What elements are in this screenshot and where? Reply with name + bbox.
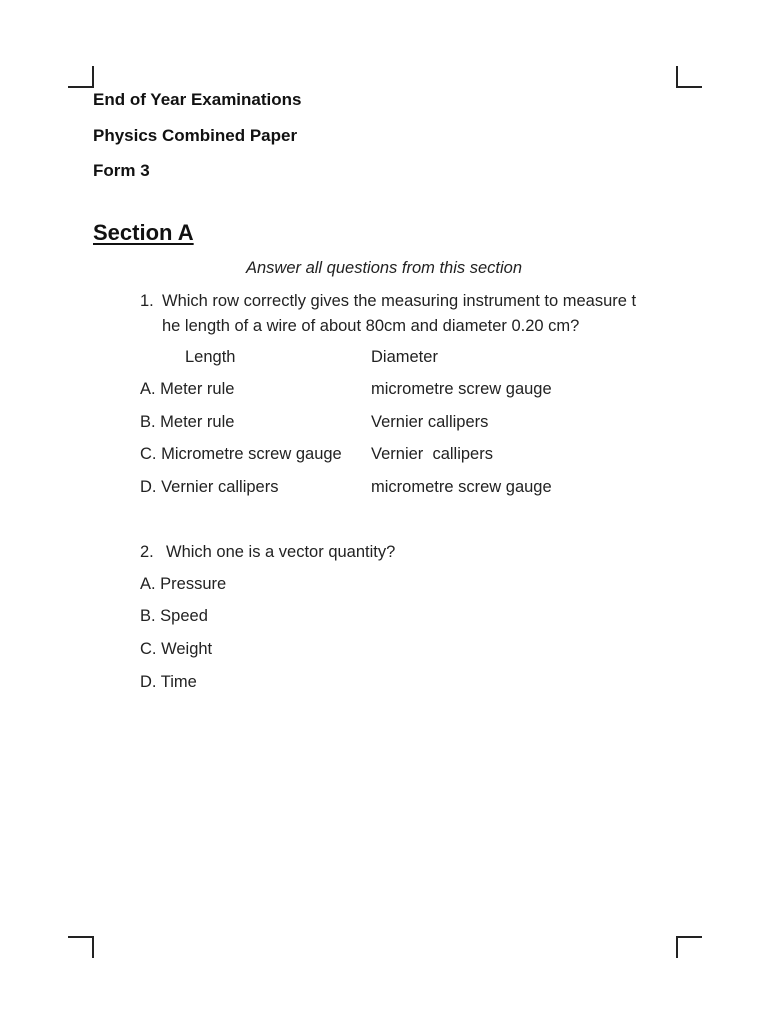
option-item: C. Weight — [140, 640, 213, 658]
option-item: D. Time — [140, 673, 197, 691]
crop-mark-top-left — [68, 66, 94, 88]
option-item: B. Speed — [140, 607, 208, 625]
section-instruction: Answer all questions from this section — [245, 259, 523, 277]
form-label: Form 3 — [93, 161, 150, 180]
crop-mark-top-right — [676, 66, 702, 88]
section-title: Section A — [93, 220, 194, 245]
exam-title: End of Year Examinations — [93, 90, 302, 109]
option-value: Vernier callipers — [371, 413, 489, 431]
option-value: micrometre screw gauge — [371, 380, 552, 398]
crop-mark-bottom-right — [676, 936, 702, 958]
option-item: A. Pressure — [140, 575, 227, 593]
question-text-line: Which row correctly gives the measuring instrument to measure t — [162, 292, 637, 310]
question-number: 2. — [140, 543, 154, 561]
table-header-diameter: Diameter — [371, 348, 438, 366]
option-label: B. Meter rule — [140, 413, 235, 431]
question-text-line: he length of a wire of about 80cm and diameter 0.20 cm? — [162, 317, 580, 335]
question-text-line: Which one is a vector quantity? — [166, 543, 396, 561]
table-header-length: Length — [185, 348, 236, 366]
paper-title: Physics Combined Paper — [93, 126, 298, 145]
option-label: C. Micrometre screw gauge — [140, 445, 342, 463]
crop-mark-bottom-left — [68, 936, 94, 958]
option-label: D. Vernier callipers — [140, 478, 279, 496]
option-value: micrometre screw gauge — [371, 478, 552, 496]
option-value: Vernier callipers — [371, 445, 493, 463]
question-number: 1. — [140, 292, 154, 310]
option-label: A. Meter rule — [140, 380, 235, 398]
